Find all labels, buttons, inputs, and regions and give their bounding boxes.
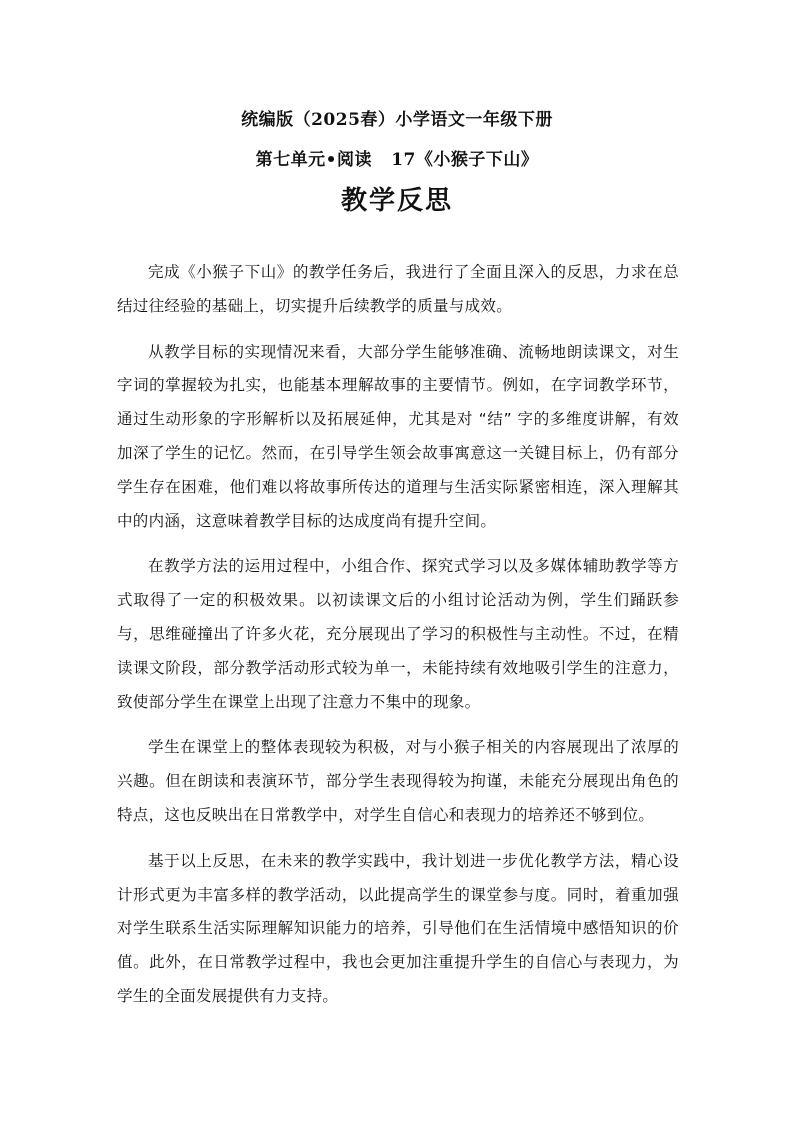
document-body <box>117 256 679 1026</box>
paragraph-intro: 完成《小猴子下山》的教学任务后，我进行了全面且深入的反思，力求在总结过往经验的基础上，切实提升后续教学的质量与成效。 <box>117 263 679 315</box>
paragraph-student-performance: 学生在课堂上的整体表现较为积极，对与小猴子相关的内容展现出了浓厚的兴趣。但在朗读和表演环节，部分学生表现得较为拘谨，未能充分展现出角色的特点，这也反映出在日常教学中，对学生自信心和表现力的培养还不够到位。 <box>117 738 679 824</box>
paragraph-objectives: 从教学目标的实现情况来看，大部分学生能够准确、流畅地朗读课文，对生字词的掌握较为扎实，也能基本理解故事的主要情节。例如，在字词教学环节，通过生动形象的字形解析以及拓展延伸，尤其是对 “结” 字的多维度讲解，有效加深了学生的记忆。然而，在引导学生领会故事寓意这一关键目标上，仍有部分学生存在困难，他们难以将故事所传达的道理与生活实际紧密相连，深入理解其中的内涵，这意味着教学目标的达成度尚有提升空间。 <box>117 342 679 530</box>
document-title: 教学反思 <box>340 186 453 216</box>
document-subtitle-unit: 第七单元•阅读 17《小猴子下山》 <box>255 150 539 170</box>
paragraph-future-plan: 基于以上反思，在未来的教学实践中，我计划进一步优化教学方法，精心设计形式更为丰富多样的教学活动，以此提高学生的课堂参与度。同时，着重加强对学生联系生活实际理解知识能力的培养，引导他们在生活情境中感悟知识的价值。此外，在日常教学过程中，我也会更加注重提升学生的自信心与表现力，为学生的全面发展提供有力支持。 <box>117 851 679 1005</box>
document-subtitle-grade: 统编版（2025春）小学语文一年级下册 <box>241 110 553 130</box>
paragraph-methods: 在教学方法的运用过程中，小组合作、探究式学习以及多媒体辅助教学等方式取得了一定的积极效果。以初读课文后的小组讨论活动为例，学生们踊跃参与，思维碰撞出了许多火花，充分展现出了学习的积极性与主动性。不过，在精读课文阶段，部分教学活动形式较为单一，未能持续有效地吸引学生的注意力，致使部分学生在课堂上出现了注意力不集中的现象。 <box>117 557 679 711</box>
